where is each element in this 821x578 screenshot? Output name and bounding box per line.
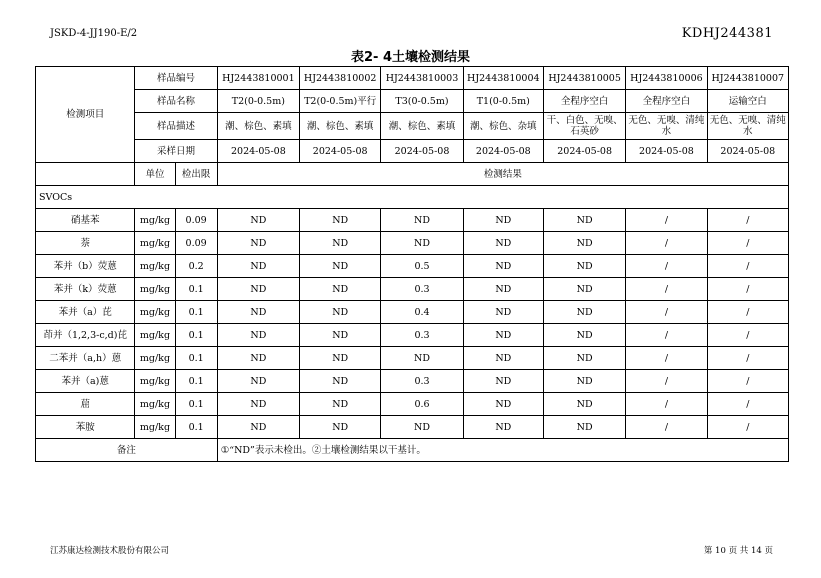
result-cell: 0.4 — [381, 301, 463, 324]
sample-name-row — [36, 90, 789, 113]
result-cell: ND — [463, 393, 543, 416]
sample-desc-cell: 潮、棕色、素填 — [300, 113, 381, 140]
result-cell: / — [626, 209, 707, 232]
table-row — [36, 416, 789, 439]
unit-cell: mg/kg — [135, 416, 175, 439]
sample-name-cell: T2(0-0.5m)平行 — [300, 90, 381, 113]
result-cell: ND — [543, 393, 625, 416]
analyte-name: 硝基苯 — [36, 209, 135, 232]
result-cell: ND — [543, 324, 625, 347]
remarks-label: 备注 — [36, 439, 218, 462]
unit-cell: mg/kg — [135, 232, 175, 255]
result-cell: ND — [300, 301, 381, 324]
result-cell: / — [626, 278, 707, 301]
result-cell: ND — [217, 370, 299, 393]
result-cell: ND — [463, 278, 543, 301]
table-row — [36, 232, 789, 255]
analyte-name: 苯并（a)蒽 — [36, 370, 135, 393]
sample-date-cell: 2024-05-08 — [217, 140, 299, 163]
sample-id-cell: HJ2443810006 — [626, 67, 707, 90]
sample-date-cell: 2024-05-08 — [463, 140, 543, 163]
table-row — [36, 370, 789, 393]
result-cell: / — [626, 324, 707, 347]
result-cell: ND — [300, 324, 381, 347]
result-cell: ND — [463, 301, 543, 324]
result-cell: 0.3 — [381, 324, 463, 347]
unit-cell: mg/kg — [135, 324, 175, 347]
result-cell: ND — [543, 416, 625, 439]
sample-desc-cell: 潮、棕色、素填 — [217, 113, 299, 140]
sample-id-cell: HJ2443810002 — [300, 67, 381, 90]
result-cell: ND — [217, 278, 299, 301]
result-cell: ND — [300, 393, 381, 416]
result-cell: 0.3 — [381, 278, 463, 301]
result-cell: ND — [381, 209, 463, 232]
sample-desc-row — [36, 113, 789, 140]
table-row — [36, 209, 789, 232]
row-group-label: 检测项目 — [36, 67, 135, 163]
result-cell: ND — [300, 347, 381, 370]
result-cell: ND — [217, 232, 299, 255]
result-cell: / — [626, 347, 707, 370]
result-cell: ND — [300, 232, 381, 255]
detection-limit-cell: 0.1 — [175, 393, 217, 416]
analyte-name: 萘 — [36, 232, 135, 255]
result-cell: ND — [381, 347, 463, 370]
analyte-name: 茚并（1,2,3-c,d)芘 — [36, 324, 135, 347]
result-cell: / — [707, 324, 788, 347]
detection-limit-label: 检出限 — [175, 163, 217, 186]
unit-cell: mg/kg — [135, 209, 175, 232]
result-cell: / — [626, 255, 707, 278]
sample-date-cell: 2024-05-08 — [300, 140, 381, 163]
sample-name-cell: 全程序空白 — [626, 90, 707, 113]
sample-id-row — [36, 67, 789, 90]
section-row — [36, 186, 789, 209]
sample-desc-cell: 干、白色、无嗅、石英砂 — [543, 113, 625, 140]
sample-name-cell: 全程序空白 — [543, 90, 625, 113]
result-cell: ND — [217, 301, 299, 324]
result-cell: ND — [381, 416, 463, 439]
sample-id-cell: HJ2443810003 — [381, 67, 463, 90]
sample-name-cell: 运输空白 — [707, 90, 788, 113]
sample-name-cell: T1(0-0.5m) — [463, 90, 543, 113]
result-cell: / — [707, 416, 788, 439]
sample-name-label: 样品名称 — [135, 90, 217, 113]
result-cell: ND — [543, 370, 625, 393]
unit-cell: mg/kg — [135, 370, 175, 393]
result-cell: ND — [217, 209, 299, 232]
result-cell: ND — [463, 416, 543, 439]
result-cell: / — [707, 278, 788, 301]
sample-date-cell: 2024-05-08 — [543, 140, 625, 163]
blank-cell — [36, 163, 135, 186]
result-cell: / — [707, 393, 788, 416]
unit-cell: mg/kg — [135, 347, 175, 370]
result-cell: / — [626, 370, 707, 393]
sample-id-cell: HJ2443810004 — [463, 67, 543, 90]
result-cell: ND — [463, 232, 543, 255]
unit-cell: mg/kg — [135, 255, 175, 278]
result-cell: ND — [381, 232, 463, 255]
result-cell: / — [707, 347, 788, 370]
result-cell: ND — [543, 232, 625, 255]
sample-id-label: 样品编号 — [135, 67, 217, 90]
table-row — [36, 324, 789, 347]
detection-limit-cell: 0.1 — [175, 416, 217, 439]
sample-name-cell: T3(0-0.5m) — [381, 90, 463, 113]
result-cell: / — [707, 370, 788, 393]
analyte-name: 䓛 — [36, 393, 135, 416]
result-cell: ND — [543, 301, 625, 324]
sample-id-cell: HJ2443810001 — [217, 67, 299, 90]
sample-date-cell: 2024-05-08 — [381, 140, 463, 163]
sample-id-cell: HJ2443810005 — [543, 67, 625, 90]
result-cell: ND — [463, 255, 543, 278]
document-code: JSKD-4-JJ190-E/2 — [50, 28, 138, 39]
result-cell: / — [626, 301, 707, 324]
result-cell: ND — [463, 324, 543, 347]
result-cell: 0.6 — [381, 393, 463, 416]
result-cell: ND — [217, 255, 299, 278]
result-cell: / — [707, 209, 788, 232]
unit-cell: mg/kg — [135, 393, 175, 416]
results-label: 检测结果 — [217, 163, 788, 186]
table-row — [36, 393, 789, 416]
result-cell: / — [707, 232, 788, 255]
analyte-name: 苯并（a）芘 — [36, 301, 135, 324]
result-cell: / — [626, 416, 707, 439]
result-cell: ND — [217, 347, 299, 370]
result-cell: / — [707, 301, 788, 324]
unit-cell: mg/kg — [135, 301, 175, 324]
result-cell: 0.3 — [381, 370, 463, 393]
report-number: KDHJ244381 — [681, 26, 773, 41]
analyte-name: 二苯并（a,h）蒽 — [36, 347, 135, 370]
unit-label: 单位 — [135, 163, 175, 186]
sample-desc-cell: 潮、棕色、杂填 — [463, 113, 543, 140]
detection-limit-cell: 0.09 — [175, 232, 217, 255]
result-cell: / — [626, 393, 707, 416]
result-cell: ND — [300, 370, 381, 393]
detection-limit-cell: 0.1 — [175, 278, 217, 301]
detection-limit-cell: 0.09 — [175, 209, 217, 232]
result-cell: ND — [463, 347, 543, 370]
table-row — [36, 278, 789, 301]
result-cell: ND — [217, 393, 299, 416]
detection-limit-cell: 0.1 — [175, 347, 217, 370]
table-row — [36, 255, 789, 278]
sample-desc-cell: 无色、无嗅、清纯水 — [626, 113, 707, 140]
detection-limit-cell: 0.1 — [175, 324, 217, 347]
result-cell: 0.5 — [381, 255, 463, 278]
table-row — [36, 347, 789, 370]
company-name: 江苏康达检测技术股份有限公司 — [50, 546, 170, 556]
sample-date-cell: 2024-05-08 — [707, 140, 788, 163]
sample-desc-cell: 潮、棕色、素填 — [381, 113, 463, 140]
sample-id-cell: HJ2443810007 — [707, 67, 788, 90]
result-cell: ND — [217, 324, 299, 347]
remarks-row — [36, 439, 789, 462]
remarks-text: ①“ND”表示未检出。②土壤检测结果以干基计。 — [217, 439, 788, 462]
sample-desc-label: 样品描述 — [135, 113, 217, 140]
unit-header-row — [36, 163, 789, 186]
analyte-name: 苯并（k）荧蒽 — [36, 278, 135, 301]
result-cell: ND — [300, 416, 381, 439]
result-cell: ND — [543, 347, 625, 370]
analyte-name: 苯并（b）荧蒽 — [36, 255, 135, 278]
sample-date-cell: 2024-05-08 — [626, 140, 707, 163]
sample-date-label: 采样日期 — [135, 140, 217, 163]
sample-desc-cell: 无色、无嗅、清纯水 — [707, 113, 788, 140]
result-cell: ND — [543, 278, 625, 301]
table-title: 表2- 4土壤检测结果 — [350, 50, 470, 65]
result-cell: / — [626, 232, 707, 255]
result-cell: ND — [300, 209, 381, 232]
result-cell: ND — [217, 416, 299, 439]
result-cell: ND — [300, 255, 381, 278]
result-cell: ND — [300, 278, 381, 301]
detection-limit-cell: 0.2 — [175, 255, 217, 278]
detection-limit-cell: 0.1 — [175, 301, 217, 324]
sample-date-row — [36, 140, 789, 163]
result-cell: ND — [463, 209, 543, 232]
analyte-name: 苯胺 — [36, 416, 135, 439]
section-label: SVOCs — [36, 186, 789, 209]
sample-name-cell: T2(0-0.5m) — [217, 90, 299, 113]
result-cell: ND — [543, 255, 625, 278]
page-number: 第 10 页 共 14 页 — [703, 546, 773, 556]
result-cell: / — [707, 255, 788, 278]
detection-limit-cell: 0.1 — [175, 370, 217, 393]
unit-cell: mg/kg — [135, 278, 175, 301]
results-table — [35, 66, 789, 462]
result-cell: ND — [463, 370, 543, 393]
table-row — [36, 301, 789, 324]
result-cell: ND — [543, 209, 625, 232]
